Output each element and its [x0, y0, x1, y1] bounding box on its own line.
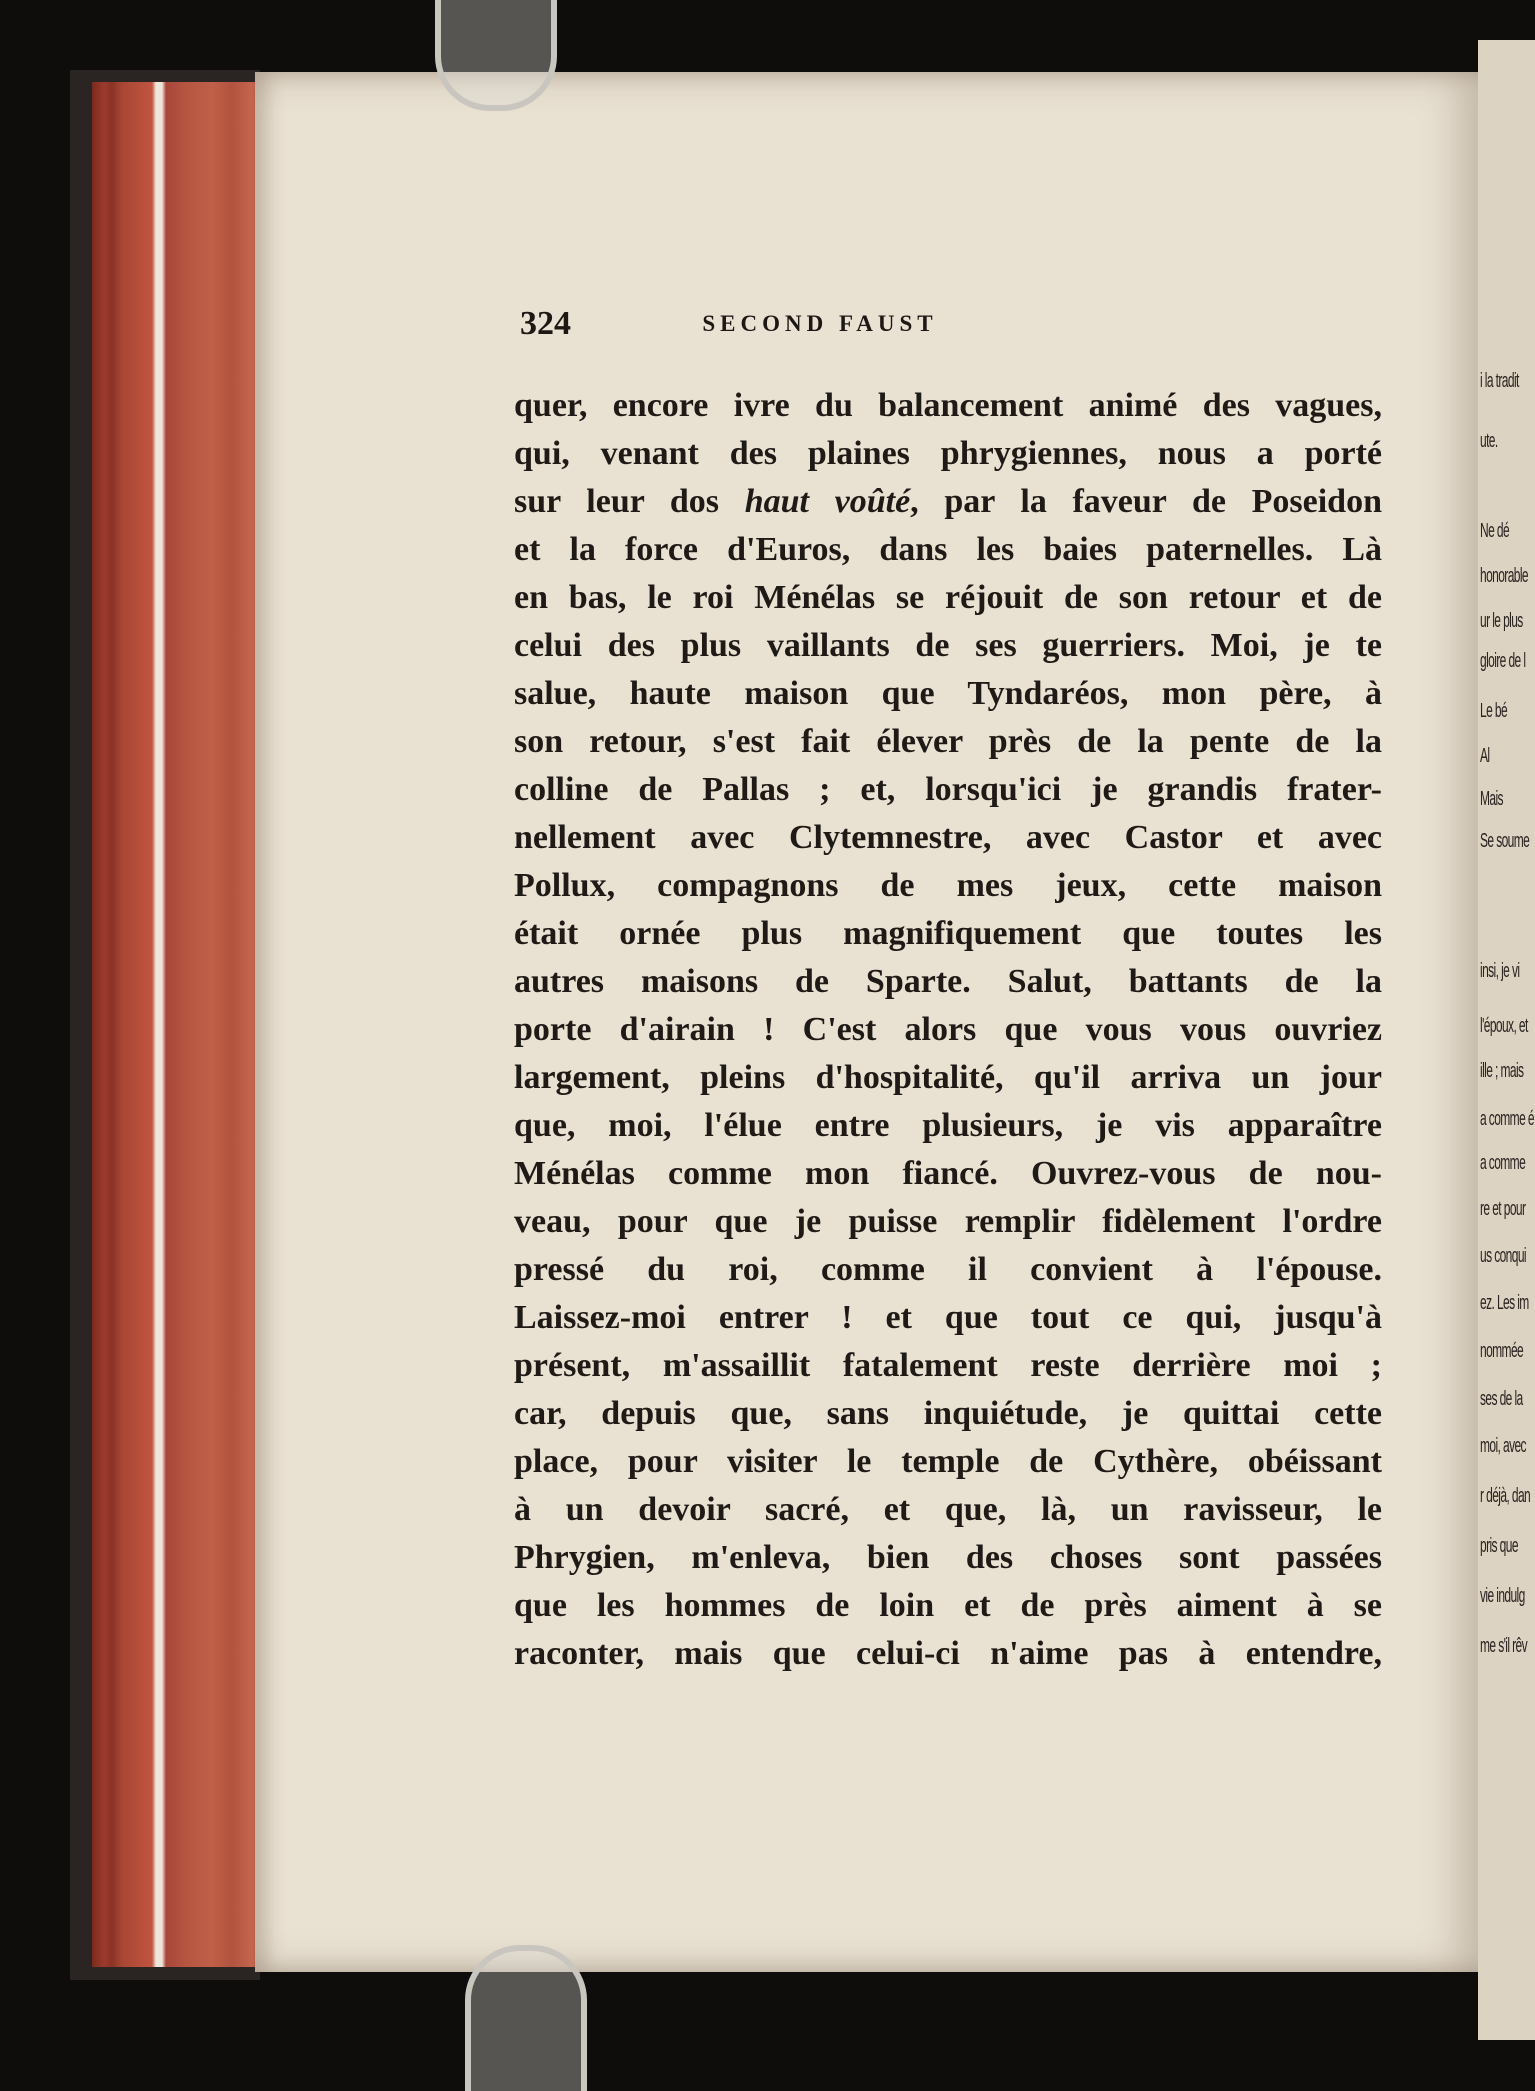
text-line: quer, encore ivre du balancement animé des vagues,	[514, 387, 1382, 424]
facing-page-fragment: r déjà, dan	[1480, 1485, 1531, 1507]
facing-page-fragment: a comme	[1480, 1152, 1526, 1174]
facing-page-fragment: gloire de l	[1480, 650, 1526, 672]
text-line: colline de Pallas ; et, lorsqu'ici je grandis frater-	[514, 771, 1382, 808]
facing-page-fragment: me s'il rêv	[1480, 1635, 1528, 1657]
facing-page-fragment: insi, je vi	[1480, 960, 1520, 982]
page-header	[520, 305, 1100, 355]
text-line: présent, m'assaillit fatalement reste derrière moi ;	[514, 1347, 1382, 1384]
facing-page-fragment: Mais	[1480, 788, 1503, 810]
text-line: salue, haute maison que Tyndaréos, mon père, à	[514, 675, 1382, 712]
facing-page-fragment: ez. Les im	[1480, 1292, 1529, 1314]
facing-page-fragment: re et pour	[1480, 1198, 1526, 1220]
page-holder-clip-bottom	[465, 1945, 587, 2091]
text-line: raconter, mais que celui-ci n'aime pas à entendre,	[514, 1635, 1382, 1672]
facing-page-fragment: moi, avec	[1480, 1435, 1526, 1457]
text-line: veau, pour que je puisse remplir fidèlement l'ordre	[514, 1203, 1382, 1240]
running-title: SECOND FAUST	[702, 311, 938, 336]
text-segment: , par la faveur de Poseidon	[910, 483, 1382, 520]
facing-page-fragment: pris que	[1480, 1535, 1518, 1557]
facing-page-fragment: l'époux, et	[1480, 1015, 1528, 1037]
facing-page-fragment: Al	[1480, 745, 1490, 767]
text-line: Ménélas comme mon fiancé. Ouvrez-vous de nou-	[514, 1155, 1382, 1192]
text-line: en bas, le roi Ménélas se réjouit de son retour et de	[514, 579, 1382, 616]
text-line: et la force d'Euros, dans les baies paternelles. Là	[514, 531, 1382, 568]
facing-page-fragment: us conqui	[1480, 1245, 1526, 1267]
text-line: porte d'airain ! C'est alors que vous vous ouvriez	[514, 1011, 1382, 1048]
facing-page-fragment: ute.	[1480, 430, 1498, 452]
text-line: nellement avec Clytemnestre, avec Castor et avec	[514, 819, 1382, 856]
text-line: à un devoir sacré, et que, là, un ravisseur, le	[514, 1491, 1382, 1528]
italic-phrase: haut voûté	[744, 483, 911, 520]
text-line: largement, pleins d'hospitalité, qu'il arriva un jour	[514, 1059, 1382, 1096]
text-line: qui, venant des plaines phrygiennes, nous a porté	[514, 435, 1382, 472]
text-line: était ornée plus magnifiquement que toutes les	[514, 915, 1382, 952]
text-line: Laissez-moi entrer ! et que tout ce qui, jusqu'à	[514, 1299, 1382, 1336]
facing-page-fragment: a comme é	[1480, 1108, 1534, 1130]
facing-page-fragment: ille ; mais	[1480, 1060, 1524, 1082]
facing-page-fragment: nommée	[1480, 1340, 1524, 1362]
text-line: car, depuis que, sans inquiétude, je quittai cette	[514, 1395, 1382, 1432]
facing-page-fragment: vie indulg	[1480, 1585, 1525, 1607]
text-line	[514, 478, 1382, 526]
text-line: son retour, s'est fait élever près de la pente de la	[514, 723, 1382, 760]
page-holder-clip-top	[435, 0, 557, 111]
facing-page-fragment: ses de la	[1480, 1388, 1523, 1410]
page-number: 324	[520, 305, 571, 342]
facing-page-fragment: Se soume	[1480, 830, 1530, 852]
text-segment: sur leur dos	[514, 483, 720, 520]
text-line: Pollux, compagnons de mes jeux, cette maison	[514, 867, 1382, 904]
facing-page-edge	[1478, 40, 1535, 2040]
text-line: place, pour visiter le temple de Cythère, obéissant	[514, 1443, 1382, 1480]
book-page-edges	[92, 82, 257, 1967]
body-text	[514, 382, 1382, 1678]
text-line: celui des plus vaillants de ses guerriers. Moi, je te	[514, 627, 1382, 664]
facing-page-fragment: ur le plus	[1480, 610, 1523, 632]
facing-page-fragment: Le bé	[1480, 700, 1508, 722]
text-line: que, moi, l'élue entre plusieurs, je vis apparaître	[514, 1107, 1382, 1144]
text-line: autres maisons de Sparte. Salut, battants de la	[514, 963, 1382, 1000]
facing-page-fragment: honorable	[1480, 565, 1528, 587]
facing-page-fragment: i la tradit	[1480, 370, 1519, 392]
text-line: que les hommes de loin et de près aiment à se	[514, 1587, 1382, 1624]
facing-page-fragment: Ne dé	[1480, 520, 1510, 542]
text-line: pressé du roi, comme il convient à l'épouse.	[514, 1251, 1382, 1288]
text-line: Phrygien, m'enleva, bien des choses sont passées	[514, 1539, 1382, 1576]
